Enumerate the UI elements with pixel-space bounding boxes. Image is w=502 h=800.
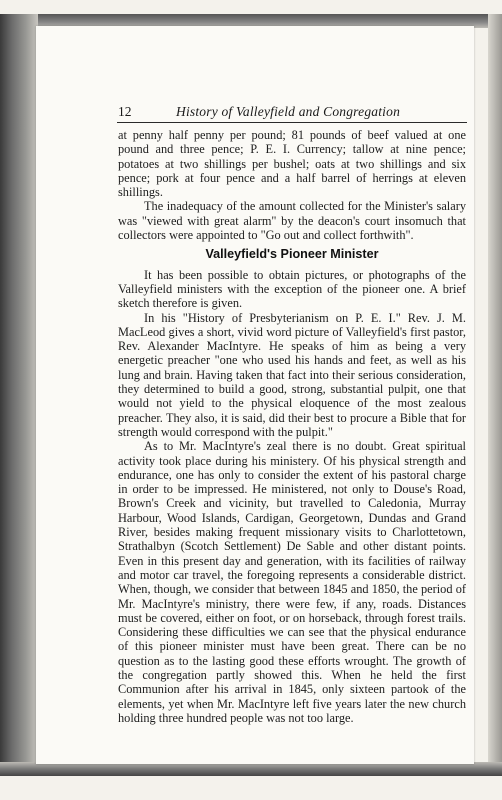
paragraph: As to Mr. MacIntyre's zeal there is no doubt. Great spiritual activity took place during his ministery. Of his physical strength and endurance, one has only to consider the extent of his pastoral charge in order to be impressed. He ministered, not only to Douse's Road, Brown's Creek and vicinity, but travelled to Caledonia, Murray Harbour, Wood Islands, Cardigan, Georgetown, Dundas and Grand River, besides making frequent missionary visits to Charlottetown, Strathalbyn (Scotch Settlement) De Sable and other distant points. Even in this present day and generation, with its facilities of railway and motor car travel, the foregoing represents a considerable district. When, though, we consider that between 1845 and 1850, the period of Mr. MacIntyre's ministry, there were few, if any, roads. Distances must be covered, either on foot, or on horseback, through forest trails. Considering these difficulties we can see that the physical endurance of this pioneer minister must have been great. There can be no question as to the lasting good these efforts wrought. The growth of the congregation partly showed this. When he held the first Communion after his arrival in 1845, only sixteen partook of the elements, yet when Mr. MacIntyre left five years later the new church holding three hundred people was not too large. xyxy=(118,439,466,725)
paragraph: The inadequacy of the amount collected for the Minister's salary was "viewed with great alarm" by the deacon's court insomuch that collectors were appointed to "Go out and collect forthwith". xyxy=(118,199,466,243)
paragraph: It has been possible to obtain pictures, or photographs of the Valleyfield ministers with the exception of the pioneer one. A brief sketch therefore is given. xyxy=(118,267,466,311)
paragraph: at penny half penny per pound; 81 pounds of beef valued at one pound and three pence; P. E. I. Currency; tallow at nine pence; potatoes at two shillings per bushel; oats at two shillings and six pence; pork at four pence and a half barrel of herrings at eleven shillings. xyxy=(118,128,466,200)
running-title: History of Valleyfield and Congregation xyxy=(176,104,401,119)
page-body xyxy=(118,128,466,725)
book-binding-spine xyxy=(0,14,38,774)
page-number: 12 xyxy=(118,104,132,119)
page-edge xyxy=(488,14,502,774)
paragraph: In his "History of Presbyterianism on P. E. I." Rev. J. M. MacLeod gives a short, vivid word picture of Valleyfield's first pastor, Rev. Alexander MacIntyre. He speaks of him as being a very energetic preacher "one who used his hands and feet, as well as his lung and brain. Having taken that fact into their serious consideration, they determined to build a good, strong, substantial pulpit, one that would not yield to the physical eloquence of the most zealous preacher. They also, it is said, did their best to procure a Bible that for strength would correspond with the pulpit." xyxy=(118,310,466,439)
book-binding-bottom xyxy=(0,762,502,776)
header-rule xyxy=(117,122,467,123)
section-heading: Valleyfield's Pioneer Minister xyxy=(205,247,379,262)
